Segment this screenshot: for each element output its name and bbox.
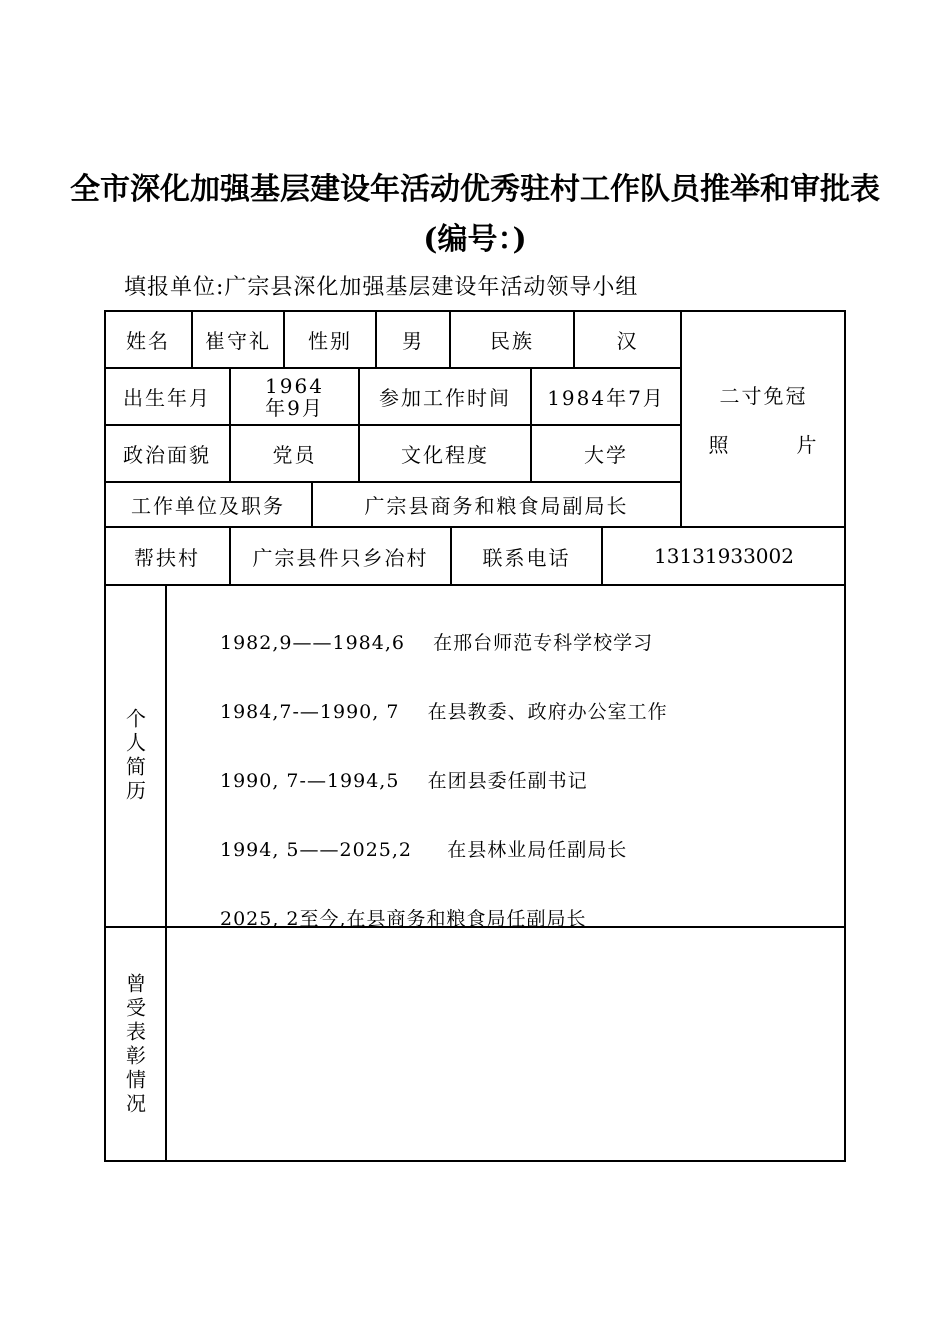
job-label: 工作单位及职务 <box>104 482 312 527</box>
resume-label-text: 个人简历 <box>122 708 147 804</box>
photo-placeholder <box>681 310 846 527</box>
honor-content-box <box>166 927 846 1162</box>
resume-line: 1982,9——1984,6 在邢台师范专科学校学习 <box>220 632 654 654</box>
gender-value: 男 <box>376 310 450 368</box>
name-value: 崔守礼 <box>192 310 284 368</box>
document-number: (编号：) <box>423 222 527 257</box>
phone-value: 13131933002 <box>602 527 846 585</box>
resume-line: 2025, 2至今,在县商务和粮食局任副局长 <box>220 908 587 930</box>
honor-label <box>104 927 166 1162</box>
name-label: 姓名 <box>104 310 192 368</box>
gender-label: 性别 <box>284 310 376 368</box>
education-value: 大学 <box>531 425 681 482</box>
resume-line: 1994, 5——2025,2 在县林业局任副局长 <box>220 839 628 861</box>
education-label: 文化程度 <box>359 425 531 482</box>
reporting-unit: 填报单位:广宗县深化加强基层建设年活动领导小组 <box>124 275 639 300</box>
resume-line: 1984,7-—1990, 7 在县教委、政府办公室工作 <box>220 701 668 723</box>
work-start-value: 1984年7月 <box>531 368 681 425</box>
document-title: 全市深化加强基层建设年活动优秀驻村工作队员推举和审批表 <box>70 172 880 207</box>
ethnic-label: 民族 <box>450 310 574 368</box>
photo-label: 二寸免冠 <box>719 383 808 408</box>
honor-label-text: 曾受表彰情况 <box>122 972 147 1117</box>
work-start-label: 参加工作时间 <box>359 368 531 425</box>
resume-line: 1990, 7-—1994,5 在团县委任副书记 <box>220 770 588 792</box>
village-label: 帮扶村 <box>104 527 230 585</box>
birth-label: 出生年月 <box>104 368 230 425</box>
birth-value: 1964年9月 <box>230 368 359 425</box>
photo-char-2: 片 <box>796 432 819 457</box>
job-value: 广宗县商务和粮食局副局长 <box>312 482 681 527</box>
politics-value: 党员 <box>230 425 359 482</box>
phone-label: 联系电话 <box>451 527 602 585</box>
resume-lines <box>220 586 668 954</box>
photo-char-1: 照 <box>708 432 731 457</box>
resume-label <box>104 585 166 927</box>
village-value: 广宗县件只乡冶村 <box>230 527 451 585</box>
ethnic-value: 汉 <box>574 310 681 368</box>
politics-label: 政治面貌 <box>104 425 230 482</box>
